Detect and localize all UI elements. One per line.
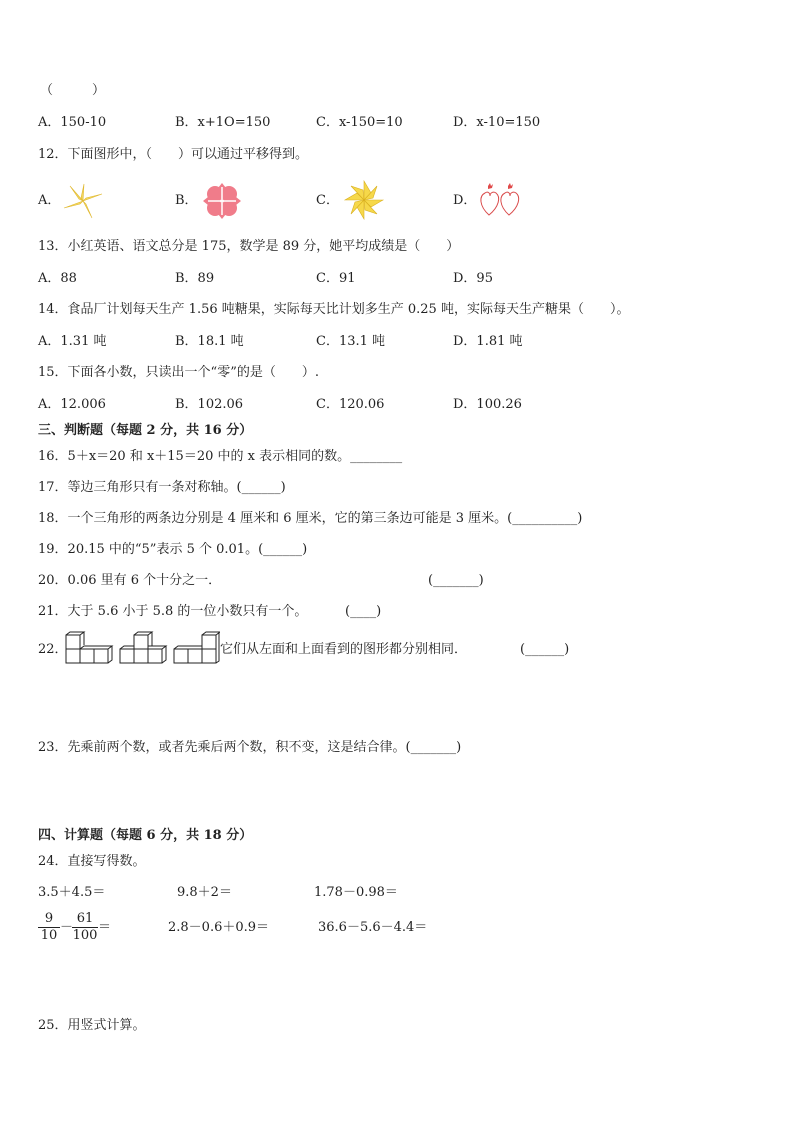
- q22-blank[interactable]: (______): [520, 642, 570, 657]
- q15-option-b[interactable]: B．102.06: [175, 397, 244, 412]
- q11-option-b[interactable]: B．x+1O=150: [175, 115, 271, 130]
- q13-option-b[interactable]: B．89: [175, 271, 215, 286]
- q11-option-a[interactable]: A．150-10: [38, 115, 107, 130]
- q11-option-d[interactable]: D．x-10=150: [453, 115, 541, 130]
- fraction-9-10: [38, 911, 60, 944]
- q12-option-d[interactable]: D．: [453, 193, 477, 208]
- fraction-denominator: 100: [72, 928, 98, 943]
- q24-calc-1: 3.5＋4.5＝: [38, 885, 106, 900]
- q14-option-b[interactable]: B．18.1 吨: [175, 334, 244, 349]
- q14-option-d[interactable]: D．1.81 吨: [453, 334, 523, 349]
- q20-text: 20．0.06 里有 6 个十分之一．: [38, 573, 222, 588]
- q13-option-a[interactable]: A．88: [38, 271, 77, 286]
- section-4-title: 四、计算题（每题 6 分，共 18 分）: [38, 828, 253, 843]
- q15-option-a[interactable]: A．12.006: [38, 397, 106, 412]
- section-3-title: 三、判断题（每题 2 分，共 16 分）: [38, 423, 253, 438]
- q24-calc-3: 1.78－0.98＝: [314, 885, 398, 900]
- q13-stem: 13．小红英语、语文总分是 175，数学是 89 分，她平均成绩是（ ）: [38, 239, 460, 254]
- q19-text: 19．20.15 中的“5”表示 5 个 0.01。(______): [38, 542, 308, 557]
- q16-text: 16．5＋x＝20 和 x＋15＝20 中的 x 表示相同的数。________: [38, 449, 403, 464]
- q11-answer-paren: （ ）: [40, 83, 106, 98]
- twin-hearts-icon: [477, 182, 523, 218]
- q24-calc-6: 36.6－5.6－4.4＝: [318, 920, 428, 935]
- q18-text: 18．一个三角形的两条边分别是 4 厘米和 6 厘米，它的第三条边可能是 3 厘米。(__________): [38, 511, 583, 526]
- heart-flower-icon: [201, 181, 243, 221]
- pinwheel-icon: [62, 182, 104, 220]
- q25-stem: 25．用竖式计算。: [38, 1018, 146, 1033]
- q15-option-c[interactable]: C．120.06: [316, 397, 385, 412]
- q12-option-a[interactable]: A．: [38, 193, 61, 208]
- q22-text: 它们从左面和上面看到的图形都分别相同．: [220, 642, 468, 657]
- fraction-denominator: 10: [40, 928, 58, 943]
- equals-sign: ＝: [98, 920, 112, 935]
- q20-blank[interactable]: (_______): [428, 573, 484, 588]
- q13-option-d[interactable]: D．95: [453, 271, 493, 286]
- q14-option-c[interactable]: C．13.1 吨: [316, 334, 386, 349]
- q11-option-c[interactable]: C．x-150=10: [316, 115, 403, 130]
- star-pinwheel-icon: [343, 180, 385, 220]
- cube-figures-icon: [64, 631, 220, 667]
- q13-option-c[interactable]: C．91: [316, 271, 356, 286]
- q24-calc-2: 9.8＋2＝: [177, 885, 232, 900]
- q14-option-a[interactable]: A．1.31 吨: [38, 334, 107, 349]
- q23-text: 23．先乘前两个数，或者先乘后两个数，积不变，这是结合律。(_______): [38, 740, 462, 755]
- fraction-numerator: 61: [72, 911, 98, 928]
- q22-number: 22．: [38, 642, 68, 657]
- q24-calc-5: 2.8－0.6＋0.9＝: [168, 920, 270, 935]
- fraction-61-100: [72, 911, 98, 944]
- q12-stem: 12．下面图形中，（ ）可以通过平移得到。: [38, 147, 309, 162]
- q12-option-c[interactable]: C．: [316, 193, 339, 208]
- minus-sign: －: [60, 920, 74, 935]
- q21-blank[interactable]: (____): [345, 604, 382, 619]
- q24-stem: 24．直接写得数。: [38, 854, 146, 869]
- q12-option-b[interactable]: B．: [175, 193, 198, 208]
- q15-option-d[interactable]: D．100.26: [453, 397, 522, 412]
- fraction-numerator: 9: [38, 911, 60, 928]
- q15-stem: 15．下面各小数，只读出一个“零”的是（ ）.: [38, 365, 319, 380]
- q14-stem: 14．食品厂计划每天生产 1.56 吨糖果，实际每天比计划多生产 0.25 吨，实际每天生产糖果（ ）。: [38, 302, 630, 317]
- q17-text: 17．等边三角形只有一条对称轴。(______): [38, 480, 286, 495]
- q21-text: 21．大于 5.6 小于 5.8 的一位小数只有一个。: [38, 604, 308, 619]
